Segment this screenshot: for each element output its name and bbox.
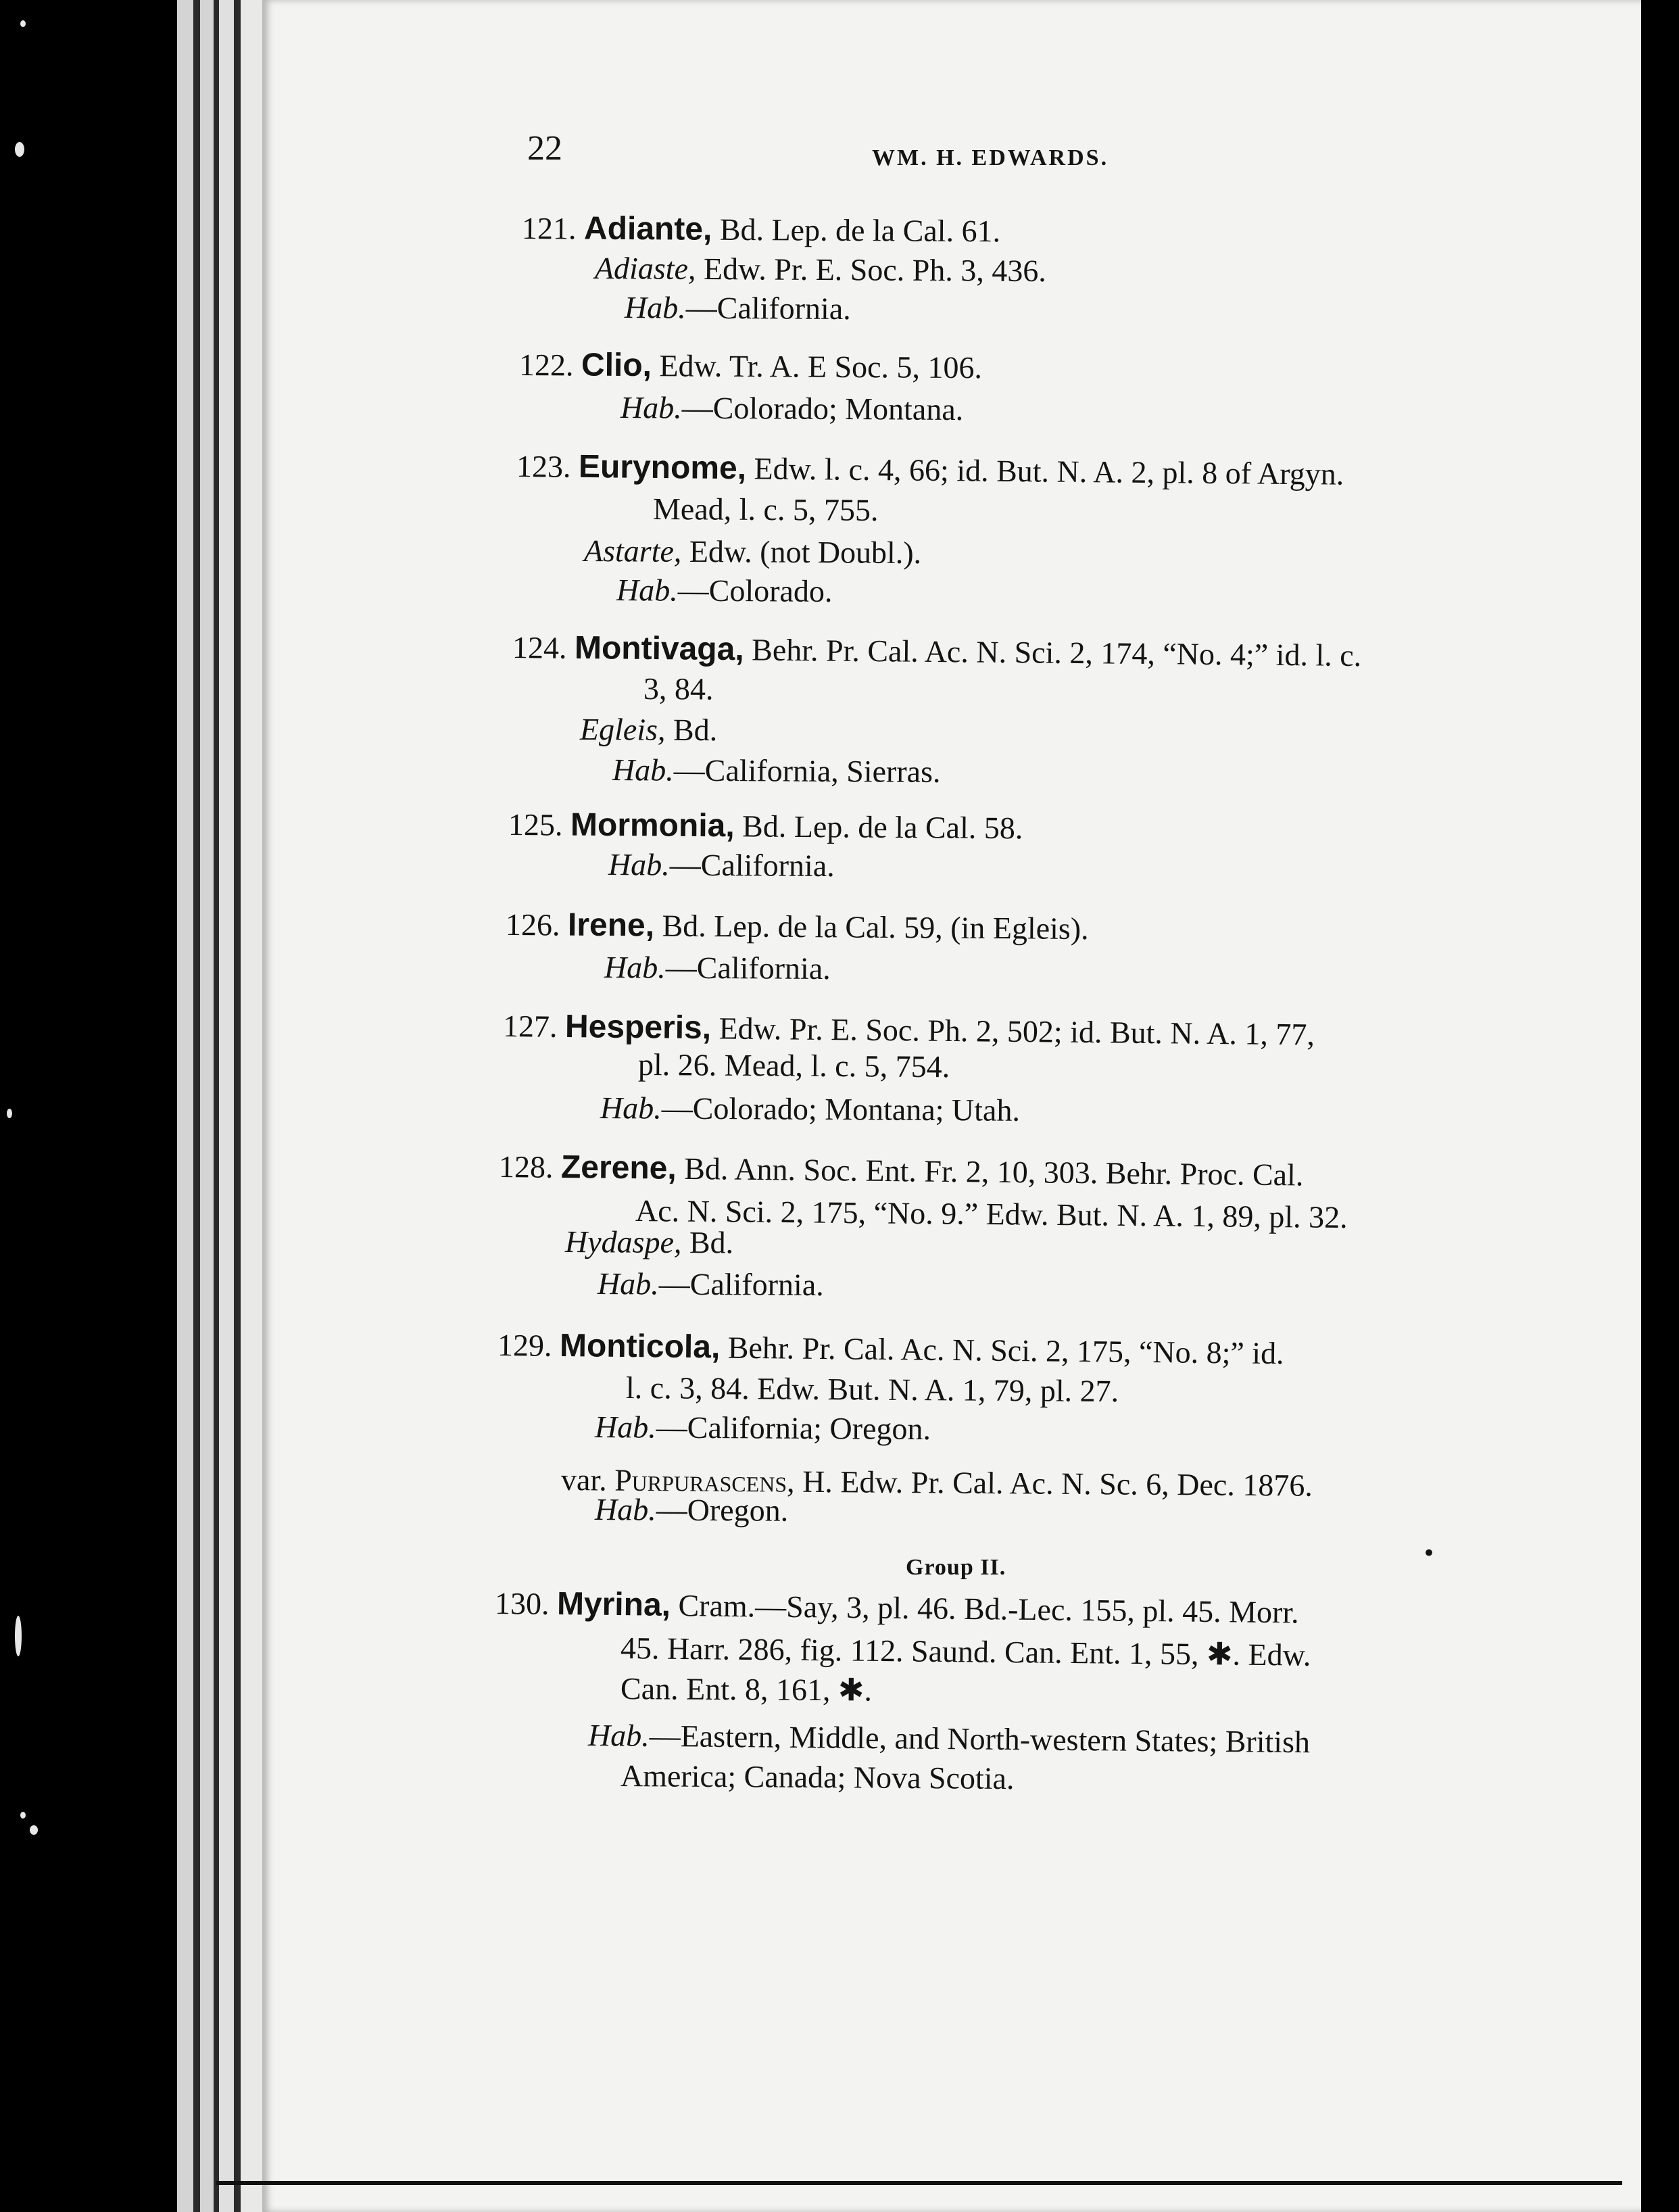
scan-speck [15, 142, 24, 157]
entry-129-line-2 [626, 1370, 1119, 1409]
synonym-name: Adiaste, [594, 251, 696, 286]
page-edge-shadow [193, 0, 200, 2212]
group-heading: Group II. [906, 1555, 1006, 1580]
entry-121-habitat [625, 289, 851, 327]
page-edge [177, 0, 193, 2212]
entry-127-habitat [600, 1090, 1020, 1128]
entry-number: 125. [508, 807, 563, 842]
species-name: Irene, [567, 907, 655, 944]
entry-128-line-2 [635, 1193, 1348, 1235]
habitat-text: —California; Oregon. [656, 1410, 931, 1447]
habitat-label: Hab. [594, 1492, 656, 1527]
entry-121-line-1 [522, 210, 1000, 249]
entry-number: 122. [518, 347, 574, 383]
citation-text: pl. 26. Mead, l. c. 5, 754. [637, 1047, 950, 1084]
species-name: Clio, [581, 347, 652, 384]
habitat-text: —Oregon. [656, 1492, 789, 1528]
page-bottom-edge [216, 2181, 1622, 2185]
page-edge-shadow [234, 0, 241, 2212]
entry-number: 129. [497, 1328, 552, 1363]
habitat-label: Hab. [587, 1718, 650, 1753]
scan-speck [30, 1825, 38, 1835]
habitat-label: Hab. [612, 752, 674, 788]
citation-text: 45. Harr. 286, fig. 112. Saund. Can. Ent. 1, 55, ✱. Edw. [620, 1631, 1311, 1673]
entry-124-line-2 [643, 671, 714, 707]
citation-text: Ac. N. Sci. 2, 175, “No. 9.” Edw. But. N. A. 1, 89, pl. 32. [635, 1193, 1348, 1235]
synonym-name: Astarte, [583, 533, 682, 569]
citation-text: l. c. 3, 84. Edw. But. N. A. 1, 79, pl. 27. [625, 1370, 1119, 1409]
species-name: Hesperis, [564, 1008, 712, 1047]
entry-130-habitat [588, 1717, 1311, 1760]
habitat-label: Hab. [616, 573, 678, 608]
synonym-name: Egleis, [579, 712, 666, 747]
entry-123-synonym [584, 533, 921, 571]
entry-number: 130. [494, 1586, 550, 1621]
page-edge-shadow [214, 0, 219, 2212]
entry-number: 121. [521, 211, 577, 246]
entry-number: 128. [498, 1149, 554, 1184]
habitat-label: Hab. [620, 390, 682, 425]
entry-123-habitat [616, 572, 833, 609]
entry-124-synonym [580, 711, 717, 748]
citation-text: Bd. Lep. de la Cal. 58. [741, 809, 1023, 846]
entry-129-variety-habitat [595, 1491, 789, 1529]
habitat-label: Hab. [604, 950, 666, 985]
citation-text: Edw. Pr. E. Soc. Ph. 2, 502; id. But. N. A. 1, 77, [719, 1011, 1315, 1052]
page-edge [219, 0, 234, 2212]
habitat-label: Hab. [597, 1266, 659, 1301]
species-name: Zerene, [560, 1149, 677, 1186]
habitat-text: America; Canada; Nova Scotia. [620, 1758, 1015, 1796]
synonym-citation: Edw. Pr. E. Soc. Ph. 3, 436. [703, 251, 1047, 289]
entry-128-habitat [598, 1266, 824, 1303]
entry-130-line-3 [620, 1670, 872, 1708]
entry-127-line-2 [638, 1047, 950, 1084]
synonym-citation: Bd. [689, 1225, 734, 1260]
habitat-text: —Colorado; Montana; Utah. [661, 1090, 1021, 1128]
entry-130-line-2 [620, 1629, 1311, 1673]
habitat-label: Hab. [624, 290, 686, 325]
citation-text: Mead, l. c. 5, 755. [652, 491, 879, 528]
habitat-text: —California. [669, 847, 835, 884]
species-name: Mormonia, [570, 807, 735, 844]
page-number: 22 [527, 129, 562, 168]
species-name: Monticola, [559, 1327, 721, 1366]
synonym-name: Hydaspe, [564, 1224, 682, 1260]
entry-121-synonym [595, 250, 1046, 289]
entry-number: 123. [516, 449, 571, 484]
entry-126-line-1 [506, 906, 1089, 947]
entry-129-habitat [595, 1409, 931, 1447]
entry-126-habitat [604, 949, 831, 986]
species-name: Eurynome, [578, 448, 747, 487]
entry-128-synonym [565, 1224, 733, 1261]
habitat-text: —Colorado. [677, 573, 833, 608]
variety-citation: H. Edw. Pr. Cal. Ac. N. Sc. 6, Dec. 1876. [802, 1464, 1313, 1503]
stray-mark: • [1422, 1540, 1436, 1567]
entry-130-habitat-continuation [620, 1758, 1015, 1796]
running-title: WM. H. EDWARDS. [872, 145, 1109, 170]
synonym-citation: Edw. (not Doubl.). [689, 533, 922, 571]
page-edge [200, 0, 214, 2212]
entry-number: 126. [505, 907, 560, 942]
habitat-text: —Colorado; Montana. [681, 390, 964, 427]
scan-speck [20, 20, 26, 27]
scan-speck [15, 1616, 22, 1656]
species-name: Myrina, [556, 1586, 671, 1623]
citation-text: Edw. l. c. 4, 66; id. But. N. A. 2, pl. 8 of Argyn. [754, 451, 1344, 491]
habitat-label: Hab. [594, 1410, 656, 1445]
habitat-label: Hab. [600, 1090, 662, 1126]
citation-text: Bd. Ann. Soc. Ent. Fr. 2, 10, 303. Behr. Proc. Cal. [683, 1151, 1304, 1193]
entry-125-habitat [608, 846, 835, 884]
habitat-text: —California. [665, 950, 831, 986]
citation-text: Edw. Tr. A. E Soc. 5, 106. [659, 348, 983, 385]
habitat-text: —Eastern, Middle, and North-western States; British [649, 1718, 1311, 1760]
entry-122-line-1 [519, 346, 982, 386]
entry-number: 124. [512, 630, 567, 665]
citation-text: Behr. Pr. Cal. Ac. N. Sci. 2, 175, “No. 8;” id. [727, 1330, 1284, 1371]
scan-speck [7, 1109, 12, 1118]
habitat-text: —California. [658, 1266, 824, 1303]
habitat-text: —California. [685, 290, 851, 327]
variety-name: Purpurascens, [614, 1462, 795, 1499]
entry-number: 127. [502, 1009, 558, 1044]
citation-text: Bd. Lep. de la Cal. 59, (in Egleis). [662, 908, 1089, 946]
variety-prefix: var. [560, 1462, 607, 1497]
habitat-label: Hab. [608, 847, 670, 882]
scan-speck [20, 1812, 26, 1819]
species-name: Adiante, [583, 210, 712, 247]
citation-text: Cram.—Say, 3, pl. 46. Bd.-Lec. 155, pl. 45. Morr. [678, 1588, 1299, 1630]
entry-123-line-2 [653, 491, 879, 528]
entry-123-line-1 [516, 448, 1344, 493]
entry-125-line-1 [508, 806, 1023, 846]
entry-122-habitat [620, 389, 964, 427]
citation-text: Can. Ent. 8, 161, ✱. [620, 1671, 873, 1708]
citation-text: Bd. Lep. de la Cal. 61. [719, 212, 1001, 249]
entry-124-habitat [612, 752, 941, 790]
page-edge [241, 0, 262, 2212]
habitat-text: —California, Sierras. [673, 752, 941, 789]
citation-text: Behr. Pr. Cal. Ac. N. Sci. 2, 174, “No. 4;” id. l. c. [751, 632, 1362, 673]
species-name: Montivaga, [574, 629, 744, 668]
citation-text: 3, 84. [643, 671, 714, 706]
synonym-citation: Bd. [673, 712, 718, 748]
